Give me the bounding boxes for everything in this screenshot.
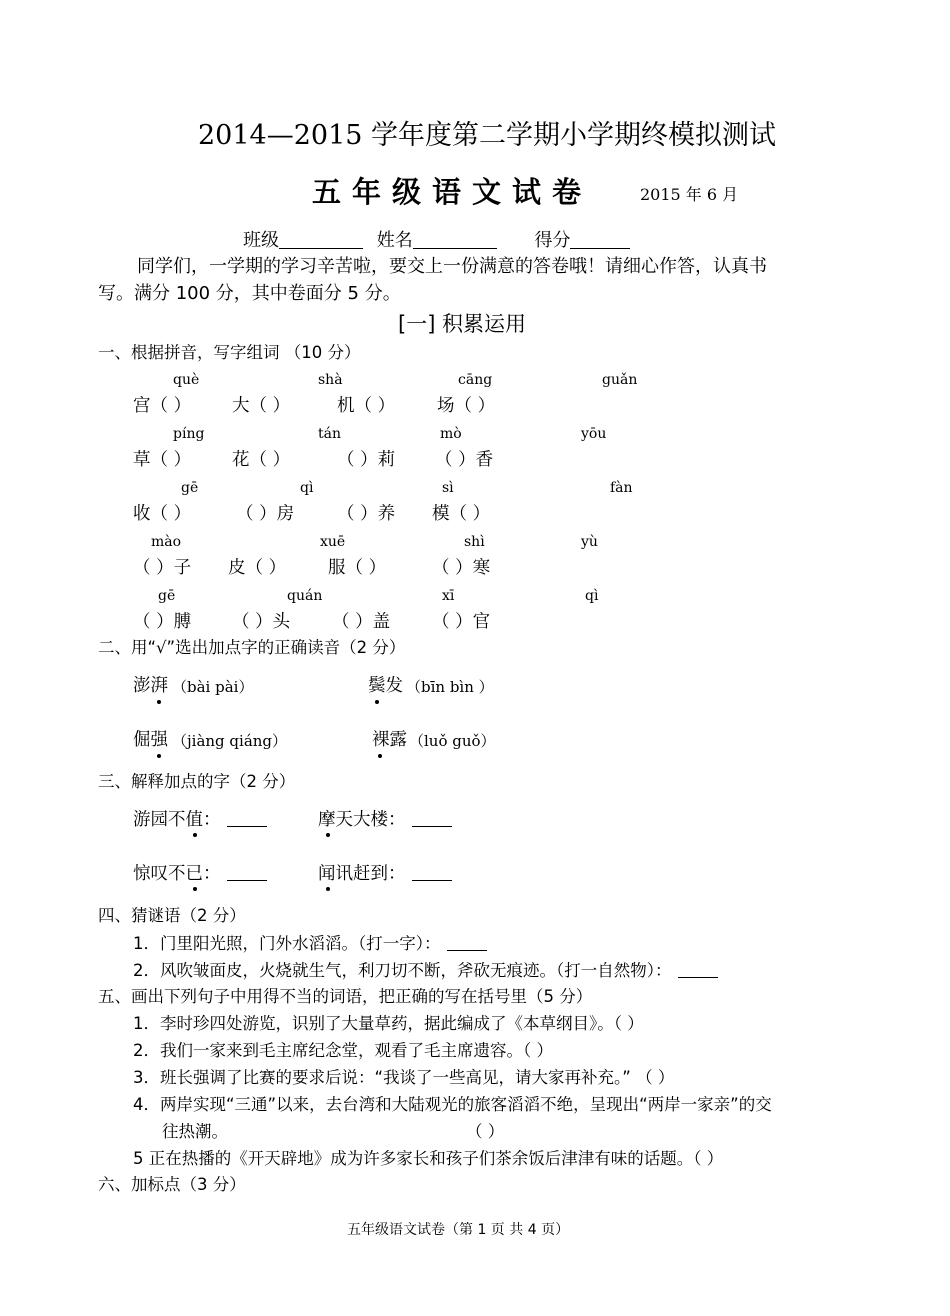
pinyin: tán bbox=[318, 426, 341, 442]
riddle-item: 2．风吹皱面皮，火烧就生气，利刀切不断，斧砍无痕迹。（打一自然物）： bbox=[133, 963, 718, 980]
pronunciation-word: 裸露 bbox=[372, 730, 407, 750]
word-cell[interactable]: （ ）莉 bbox=[337, 450, 396, 470]
word-cell[interactable]: 收（ ） bbox=[133, 504, 192, 524]
pronunciation-word: 倔强 bbox=[133, 730, 168, 750]
answer-blank[interactable] bbox=[447, 936, 487, 951]
pinyin: gē bbox=[181, 480, 199, 496]
word-cell[interactable]: （ ）盖 bbox=[332, 612, 391, 632]
answer-parentheses[interactable]: （ ） bbox=[466, 1122, 505, 1141]
question-2-title: 二、用“√”选出加点字的正确读音（2 分） bbox=[98, 638, 406, 657]
word-cell[interactable]: （ ）官 bbox=[432, 612, 491, 632]
pinyin: cāng bbox=[458, 372, 493, 388]
exam-title: 2014—2015 学年度第二学期小学期终模拟测试 bbox=[198, 120, 777, 151]
name-label: 姓名 bbox=[376, 230, 413, 251]
word-cell[interactable]: 模（ ） bbox=[432, 504, 491, 524]
pinyin: yù bbox=[581, 534, 598, 550]
pinyin: píng bbox=[173, 426, 205, 442]
answer-blank[interactable] bbox=[678, 963, 718, 978]
idiom-item: 摩天大楼： bbox=[318, 812, 452, 830]
pinyin: qì bbox=[585, 588, 599, 604]
score-label: 得分 bbox=[534, 230, 571, 251]
pinyin: shà bbox=[318, 372, 343, 388]
sentence-item[interactable]: 3．班长强调了比赛的要求后说：“我谈了一些高见，请大家再补充。” （ ） bbox=[133, 1068, 675, 1087]
question-1-title: 一、根据拼音，写字组词 （10 分） bbox=[98, 343, 361, 362]
sentence-item[interactable]: 4．两岸实现“三通”以来，去台湾和大陆观光的旅客滔滔不绝，呈现出“两岸一家亲”的交 bbox=[133, 1095, 772, 1114]
word-cell[interactable]: 宫（ ） bbox=[133, 396, 192, 416]
pinyin: shì bbox=[464, 534, 485, 550]
question-6-title: 六、加标点（3 分） bbox=[98, 1175, 246, 1194]
intro-line-1: 同学们，一学期的学习辛苦啦，要交上一份满意的答卷哦！请细心作答，认真书 bbox=[137, 256, 767, 277]
idiom-item: 闻讯赶到： bbox=[318, 866, 452, 884]
pinyin: qì bbox=[300, 480, 314, 496]
word-cell[interactable]: 服（ ） bbox=[328, 558, 387, 578]
sentence-item[interactable]: 5 正在热播的《开天辟地》成为许多家长和孩子们茶余饭后津津有味的话题。（ ） bbox=[133, 1149, 724, 1168]
word-cell[interactable]: （ ）房 bbox=[236, 504, 295, 524]
sentence-item[interactable]: 1．李时珍四处游览，识别了大量草药，据此编成了《本草纲目》。（ ） bbox=[133, 1014, 644, 1033]
score-blank[interactable] bbox=[570, 230, 630, 249]
word-cell[interactable]: （ ）香 bbox=[435, 450, 494, 470]
pinyin: sì bbox=[442, 480, 454, 496]
idiom-item: 游园不值： bbox=[133, 812, 267, 830]
pronunciation-options[interactable]: （luǒ guǒ） bbox=[409, 732, 496, 750]
word-cell[interactable]: （ ）寒 bbox=[432, 558, 491, 578]
pinyin: mò bbox=[440, 426, 462, 442]
pinyin: xuē bbox=[320, 534, 346, 550]
emphasis-dot bbox=[375, 700, 379, 704]
emphasis-dot bbox=[193, 887, 197, 891]
exam-subtitle: 五年级语文试卷 bbox=[312, 175, 593, 209]
question-5-title: 五、画出下列句子中用得不当的词语，把正确的写在括号里（5 分） bbox=[98, 987, 593, 1006]
word-cell[interactable]: 机（ ） bbox=[337, 396, 396, 416]
student-fields bbox=[243, 230, 630, 250]
riddle-item: 1．门里阳光照，门外水滔滔。（打一字）： bbox=[133, 936, 487, 953]
word-cell[interactable]: 花（ ） bbox=[232, 450, 291, 470]
word-cell[interactable]: 场（ ） bbox=[437, 396, 496, 416]
question-3-title: 三、解释加点的字（2 分） bbox=[98, 772, 296, 791]
page-footer: 五年级语文试卷（第 1 页 共 4 页） bbox=[347, 1222, 570, 1238]
pronunciation-options[interactable]: （jiàng qiáng） bbox=[172, 732, 288, 750]
emphasis-dot bbox=[326, 833, 330, 837]
word-cell[interactable]: 皮（ ） bbox=[228, 558, 287, 578]
answer-blank[interactable] bbox=[227, 866, 267, 881]
pinyin: fàn bbox=[610, 480, 633, 496]
word-cell[interactable]: 草（ ） bbox=[133, 450, 192, 470]
exam-date: 2015 年 6 月 bbox=[640, 185, 739, 204]
pinyin: què bbox=[173, 372, 200, 388]
class-blank[interactable] bbox=[279, 230, 363, 249]
word-cell[interactable]: 大（ ） bbox=[232, 396, 291, 416]
class-label: 班级 bbox=[243, 230, 279, 251]
pronunciation-options[interactable]: （bài pài） bbox=[172, 678, 254, 696]
pinyin: xī bbox=[442, 588, 455, 604]
section-title: [一] 积累运用 bbox=[398, 312, 527, 336]
word-cell[interactable]: （ ）子 bbox=[133, 558, 192, 578]
intro-line-2: 写。满分 100 分，其中卷面分 5 分。 bbox=[98, 283, 401, 304]
pronunciation-word: 澎湃 bbox=[133, 676, 168, 696]
pinyin: mào bbox=[151, 534, 182, 550]
sentence-item[interactable]: 2．我们一家来到毛主席纪念堂，观看了毛主席遗容。（ ） bbox=[133, 1041, 553, 1060]
answer-blank[interactable] bbox=[412, 866, 452, 881]
emphasis-dot bbox=[378, 754, 382, 758]
pinyin: quán bbox=[287, 588, 323, 604]
question-4-title: 四、猜谜语（2 分） bbox=[98, 906, 246, 925]
emphasis-dot bbox=[326, 887, 330, 891]
word-cell[interactable]: （ ）养 bbox=[337, 504, 396, 524]
name-blank[interactable] bbox=[413, 230, 497, 249]
pronunciation-options[interactable]: （bīn bìn ） bbox=[406, 678, 494, 696]
emphasis-dot bbox=[157, 700, 161, 704]
pinyin: yōu bbox=[581, 426, 607, 442]
word-cell[interactable]: （ ）头 bbox=[232, 612, 291, 632]
answer-blank[interactable] bbox=[412, 812, 452, 827]
pronunciation-word: 鬓发 bbox=[368, 676, 403, 696]
answer-blank[interactable] bbox=[227, 812, 267, 827]
idiom-item: 惊叹不已： bbox=[133, 866, 267, 884]
emphasis-dot bbox=[157, 754, 161, 758]
emphasis-dot bbox=[193, 833, 197, 837]
word-cell[interactable]: （ ）膊 bbox=[133, 612, 192, 632]
sentence-item-continued: 往热潮。 bbox=[162, 1122, 228, 1141]
pinyin: gē bbox=[158, 588, 176, 604]
pinyin: guǎn bbox=[602, 372, 638, 388]
